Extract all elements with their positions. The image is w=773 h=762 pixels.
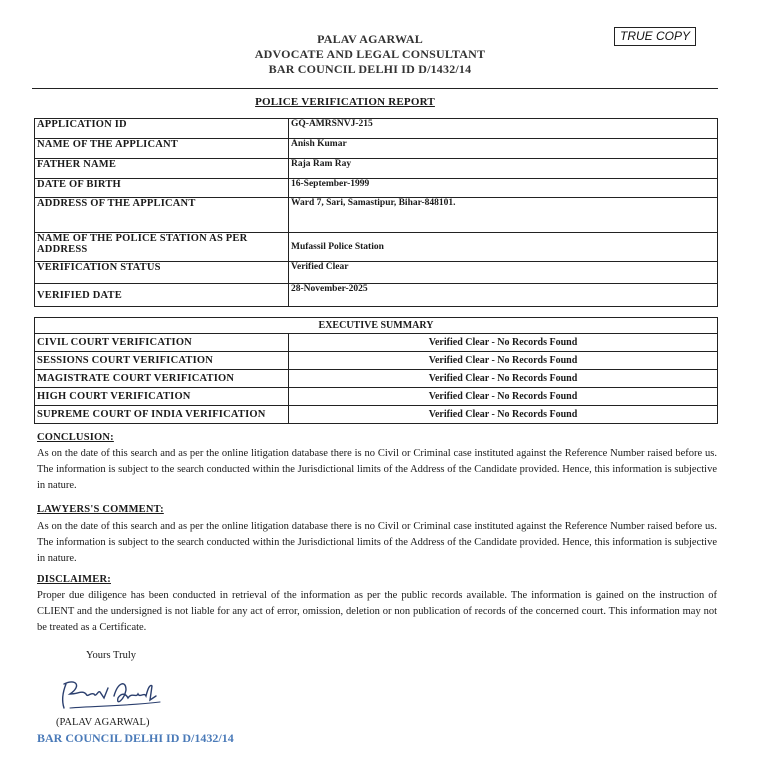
detail-value: Raja Ram Ray: [289, 159, 718, 179]
detail-value: Anish Kumar: [289, 139, 718, 159]
signatory-name: (PALAV AGARWAL): [56, 717, 150, 728]
table-row: [35, 406, 718, 424]
header-divider: [32, 88, 718, 89]
detail-label: FATHER NAME: [35, 159, 289, 179]
table-row: [35, 198, 718, 233]
detail-label: VERIFIED DATE: [35, 284, 289, 307]
summary-value: Verified Clear - No Records Found: [289, 334, 718, 352]
closing-text: Yours Truly: [86, 650, 137, 661]
summary-value: Verified Clear - No Records Found: [289, 388, 718, 406]
table-row: [35, 233, 718, 262]
conclusion-text: As on the date of this search and as per the online litigation database there is no Civil or Criminal case instituted against the Reference Number raised before us. The information is subject to the search conducted within the Jurisdictional limits of the Address of the Candidate provided. Hence, this information is subjective in nature.: [37, 448, 717, 491]
table-row: [35, 352, 718, 370]
table-row: [35, 179, 718, 198]
summary-label: SESSIONS COURT VERIFICATION: [35, 352, 289, 370]
table-row: [35, 388, 718, 406]
detail-value: 28-November-2025: [289, 284, 718, 307]
report-title: POLICE VERIFICATION REPORT: [255, 96, 435, 108]
table-row: [35, 334, 718, 352]
summary-label: MAGISTRATE COURT VERIFICATION: [35, 370, 289, 388]
true-copy-stamp: TRUE COPY: [614, 27, 696, 46]
summary-value: Verified Clear - No Records Found: [289, 352, 718, 370]
detail-label: NAME OF THE APPLICANT: [35, 139, 289, 159]
detail-label: NAME OF THE POLICE STATION AS PER ADDRESS: [35, 233, 289, 262]
disclaimer-heading: DISCLAIMER:: [37, 574, 111, 585]
signature-image: [56, 672, 166, 714]
summary-title: EXECUTIVE SUMMARY: [35, 318, 718, 334]
detail-value: Verified Clear: [289, 262, 718, 284]
table-row: [35, 119, 718, 139]
detail-label: VERIFICATION STATUS: [35, 262, 289, 284]
applicant-details-table: [34, 118, 718, 307]
summary-label: SUPREME COURT OF INDIA VERIFICATION: [35, 406, 289, 424]
disclaimer-text: Proper due diligence has been conducted in retrieval of the information as per the public records available. The information is gained on the instruction of CLIENT and the undersigned is not liable for any act of error, omission, deletion or non publication of records of the concerned court. This information may not be treated as a Certificate.: [37, 590, 717, 633]
executive-summary-table: [34, 317, 718, 424]
summary-value: Verified Clear - No Records Found: [289, 370, 718, 388]
table-row: [35, 370, 718, 388]
summary-value: Verified Clear - No Records Found: [289, 406, 718, 424]
table-row: [35, 318, 718, 334]
signatory-bar-id: BAR COUNCIL DELHI ID D/1432/14: [37, 731, 234, 745]
advocate-bar-id: BAR COUNCIL DELHI ID D/1432/14: [268, 62, 472, 76]
table-row: [35, 284, 718, 307]
detail-value: 16-September-1999: [289, 179, 718, 198]
summary-label: HIGH COURT VERIFICATION: [35, 388, 289, 406]
advocate-role: ADVOCATE AND LEGAL CONSULTANT: [254, 47, 486, 61]
detail-value: GQ-AMRSNVJ-215: [289, 119, 718, 139]
detail-label: DATE OF BIRTH: [35, 179, 289, 198]
detail-value: Ward 7, Sari, Samastipur, Bihar-848101.: [289, 198, 718, 233]
table-row: [35, 159, 718, 179]
detail-label: ADDRESS OF THE APPLICANT: [35, 198, 289, 233]
table-row: [35, 139, 718, 159]
lawyers-comment-text: As on the date of this search and as per the online litigation database there is no Civil or Criminal case instituted against the Reference Number raised before us. The information is subject to the search conducted within the Jurisdictional limits of the Address of the Candidate provided. Hence, this information is subjective in nature.: [37, 521, 717, 564]
detail-value: Mufassil Police Station: [289, 233, 718, 262]
conclusion-heading: CONCLUSION:: [37, 432, 114, 443]
table-row: [35, 262, 718, 284]
summary-label: CIVIL COURT VERIFICATION: [35, 334, 289, 352]
advocate-name: PALAV AGARWAL: [317, 32, 423, 46]
lawyers-comment-heading: LAWYERS'S COMMENT:: [37, 504, 164, 515]
detail-label: APPLICATION ID: [35, 119, 289, 139]
